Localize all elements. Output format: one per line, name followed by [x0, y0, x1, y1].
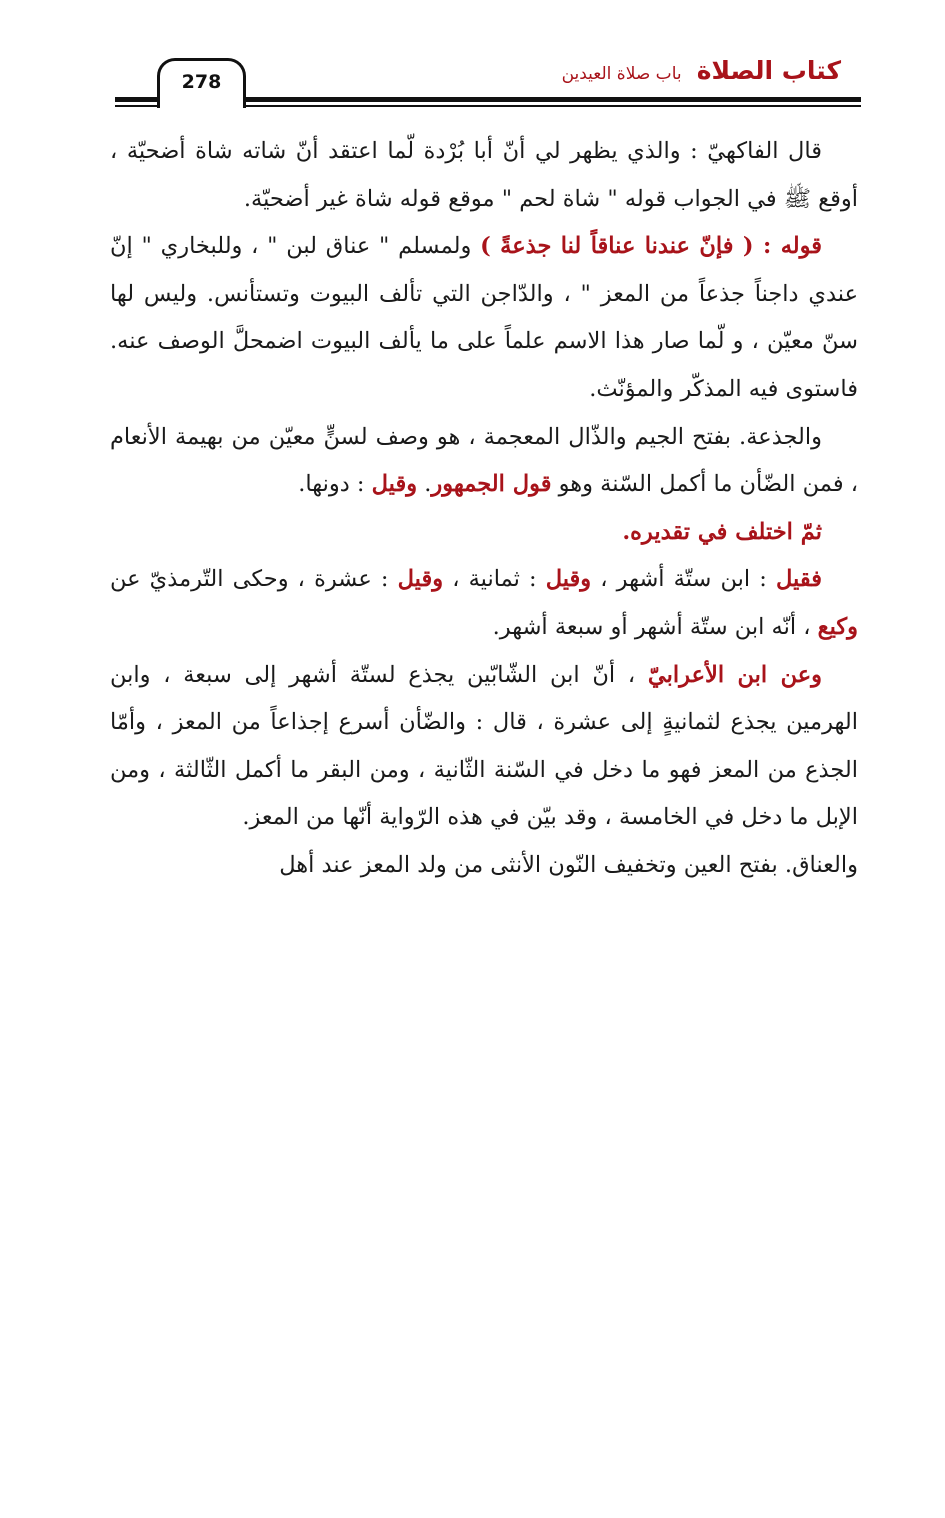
chapter-title: باب صلاة العيدين — [561, 64, 682, 84]
body-text: : دونها. — [298, 471, 372, 498]
body-text: والجذعة. بفتح الجيم والذّال المعجمة ، هو وصف لسنٍّ معيّن من بهيمة الأنعام ، فمن الضّأن ما أكمل السّنة وهو — [110, 423, 858, 498]
page-body — [110, 128, 858, 890]
highlighted-text: وقيل — [397, 566, 444, 593]
highlighted-text: قول الجمهور — [431, 471, 552, 498]
highlighted-text: وكيع — [817, 613, 858, 640]
body-text: والعناق. بفتح العين وتخفيف النّون الأنثى من ولد المعز عند أهل — [279, 851, 858, 878]
highlighted-text: وقيل — [371, 471, 418, 498]
paragraph — [110, 509, 858, 557]
body-text: : ابن ستّة أشهر ، — [591, 566, 777, 593]
running-title — [562, 56, 841, 85]
page-number-tab — [157, 58, 246, 108]
paragraph — [110, 414, 858, 509]
paragraph — [110, 556, 858, 651]
highlighted-text: وقيل — [545, 566, 592, 593]
highlighted-text: قوله : ( فإنّ عندنا عناقاً لنا جذعةً ) — [480, 233, 822, 260]
body-text: : عشرة ، وحكى التّرمذيّ عن — [110, 566, 398, 593]
book-title: كتاب الصلاة — [696, 56, 841, 85]
highlighted-text: ثمّ اختلف في تقديره. — [622, 518, 822, 545]
paragraph — [110, 652, 858, 842]
highlighted-text: فقيل — [776, 566, 822, 593]
paragraph — [110, 223, 858, 413]
body-text: ، أنّه ابن ستّة أشهر أو سبعة أشهر. — [492, 613, 818, 640]
paragraph — [110, 128, 858, 223]
paragraph — [110, 842, 858, 890]
page-number: 278 — [181, 71, 222, 93]
body-text: قال الفاكهيّ : والذي يظهر لي أنّ أبا بُرْدة لّما اعتقد أنّ شاته شاة أضحيّة ، أوقع ﷺ في الجواب قوله " شاة لحم " موقع قوله شاة غير أضحيّة. — [110, 138, 858, 212]
page-header — [0, 0, 945, 120]
body-text: ولمسلم " عناق لبن " ، وللبخاري " إنّ عندي داجناً جذعاً من المعز " ، والدّاجن التي تألف البيوت وتستأنس. وليس لها سنّ معيّن ، و لّما صار هذا الاسم علماً على ما يألف البيوت اضمحلَّ الوصف عنه. فاستوى فيه المذكّر والمؤنّث. — [110, 233, 858, 402]
body-text: ، أنّ ابن الشّابّين يجذع لستّة أشهر إلى سبعة ، وابن الهرمين يجذع لثمانيةٍ إلى عشرة ، قال : والضّأن أسرع إجذاعاً من المعز ، وأمّا الجذع من المعز فهو ما دخل في السّنة الثّانية ، ومن البقر ما أكمل الثّالثة ، ومن الإبل ما دخل في الخامسة ، وقد بيّن في هذه الرّواية أنّها من المعز. — [110, 661, 858, 831]
body-text: . — [417, 471, 432, 498]
body-text: : ثمانية ، — [443, 566, 546, 593]
highlighted-text: وعن ابن الأعرابيّ — [647, 661, 822, 688]
